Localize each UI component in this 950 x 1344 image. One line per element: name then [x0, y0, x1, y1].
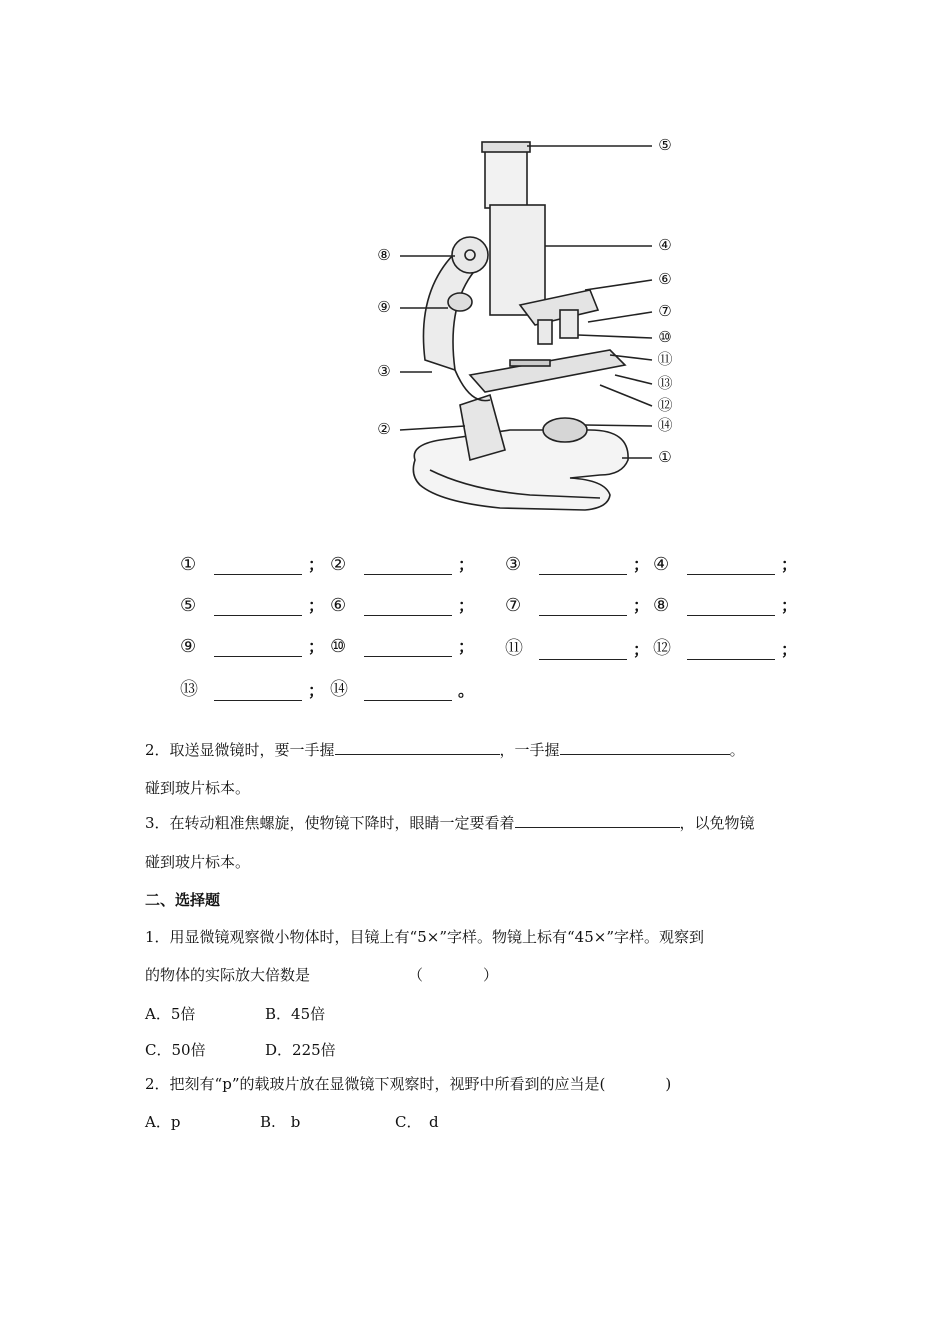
separator: ；	[633, 596, 650, 615]
callout-10: ⑩	[658, 328, 672, 346]
answer-item	[505, 593, 649, 616]
separator: ；	[308, 596, 325, 615]
mc1-line-1: 1．用显微镜观察微小物体时，目镜上有“5×”字样。物镜上标有“45×”字样。观察到	[145, 928, 704, 946]
answer-blank[interactable]	[364, 682, 452, 701]
callout-2: ②	[377, 420, 391, 438]
mc2-option-a[interactable]: A．p	[145, 1113, 181, 1131]
separator: ；	[781, 640, 798, 659]
mc2-option-b[interactable]: B. b	[260, 1113, 301, 1131]
answer-number: ⑥	[330, 595, 347, 616]
answer-item	[330, 675, 474, 701]
answer-row	[180, 634, 800, 675]
separator: ；	[458, 596, 475, 615]
answer-number: ②	[330, 554, 347, 575]
mc1-option-d[interactable]: D．225倍	[265, 1041, 336, 1059]
mc1-line-2	[145, 965, 815, 985]
answer-number: ⑭	[330, 679, 348, 700]
answer-item	[180, 675, 324, 701]
answer-item	[180, 593, 324, 616]
separator: ；	[308, 555, 325, 574]
answer-blank[interactable]	[687, 597, 775, 616]
answer-row	[180, 593, 800, 634]
answer-blank[interactable]	[214, 638, 302, 657]
answer-number: ④	[653, 554, 670, 575]
answer-blank[interactable]	[214, 597, 302, 616]
q2-text-2: ，一手握	[499, 741, 560, 759]
answer-blank[interactable]	[364, 638, 452, 657]
answer-item	[653, 593, 797, 616]
answer-blank[interactable]	[539, 597, 627, 616]
q2-blank-1[interactable]	[335, 740, 500, 755]
mc1-answer-paren[interactable]: （ ）	[408, 966, 499, 984]
answer-blank[interactable]	[214, 556, 302, 575]
mc1-option-a[interactable]: A．5倍	[145, 1005, 196, 1023]
callout-4: ④	[658, 236, 672, 254]
answer-item	[653, 552, 797, 575]
callout-12: ⑫	[657, 396, 673, 414]
answer-item	[505, 634, 649, 660]
answer-number: ⑪	[505, 638, 523, 659]
answer-row	[180, 552, 800, 593]
separator: ；	[633, 555, 650, 574]
mc1-option-b[interactable]: B．45倍	[265, 1005, 326, 1023]
section-title: 二、选择题	[145, 891, 221, 909]
answer-number: ⑧	[653, 595, 670, 616]
q3-blank-1[interactable]	[515, 813, 680, 828]
q3-text-2: ，以免物镜	[679, 814, 755, 832]
microscope-diagram	[360, 130, 690, 525]
separator: ；	[458, 637, 475, 656]
answer-number: ③	[505, 554, 522, 575]
answer-number: ①	[180, 554, 197, 575]
callout-8: ⑧	[377, 246, 391, 264]
callout-1: ①	[658, 448, 672, 466]
callout-13: ⑬	[657, 374, 673, 392]
mc1-text: 的物体的实际放大倍数是	[145, 966, 311, 984]
callout-7: ⑦	[658, 302, 672, 320]
callout-11: ⑪	[657, 350, 673, 368]
separator: ；	[633, 640, 650, 659]
callout-5: ⑤	[658, 136, 672, 154]
answer-blank[interactable]	[687, 641, 775, 660]
label-answer-grid	[180, 552, 800, 716]
answer-item	[653, 634, 797, 660]
question-2	[145, 740, 815, 760]
mc2-option-c[interactable]: C． d	[395, 1113, 439, 1131]
answer-item	[330, 634, 474, 657]
answer-blank[interactable]	[687, 556, 775, 575]
answer-item	[180, 634, 324, 657]
answer-blank[interactable]	[539, 556, 627, 575]
answer-item	[330, 552, 474, 575]
q2-text-1: 2．取送显微镜时，要一手握	[145, 741, 335, 759]
microscope-drawing	[360, 130, 690, 525]
q2-line-2: 碰到玻片标本。	[145, 779, 251, 797]
answer-blank[interactable]	[364, 597, 452, 616]
mc1-option-c[interactable]: C．50倍	[145, 1041, 206, 1059]
q3-line-2: 碰到玻片标本。	[145, 853, 251, 871]
answer-blank[interactable]	[539, 641, 627, 660]
mc2-line-1: 2．把刻有“p”的载玻片放在显微镜下观察时，视野中所看到的应当是( )	[145, 1075, 672, 1093]
answer-number: ⑤	[180, 595, 197, 616]
answer-number: ⑩	[330, 636, 347, 657]
q2-text-3: 。	[729, 741, 745, 759]
answer-blank[interactable]	[364, 556, 452, 575]
callout-14: ⑭	[657, 416, 673, 434]
separator: ；	[458, 555, 475, 574]
answer-item	[330, 593, 474, 616]
answer-number: ⑨	[180, 636, 197, 657]
q2-blank-2[interactable]	[560, 740, 730, 755]
separator: ；	[781, 596, 798, 615]
answer-row	[180, 675, 800, 716]
answer-item	[505, 552, 649, 575]
separator: ；	[308, 681, 325, 700]
answer-number: ⑬	[180, 679, 198, 700]
answer-number: ⑦	[505, 595, 522, 616]
q3-text-1: 3．在转动粗准焦螺旋，使物镜下降时，眼睛一定要看着	[145, 814, 515, 832]
separator: ；	[781, 555, 798, 574]
separator: 。	[458, 681, 475, 700]
answer-blank[interactable]	[214, 682, 302, 701]
answer-number: ⑫	[653, 638, 671, 659]
separator: ；	[308, 637, 325, 656]
callout-3: ③	[377, 362, 391, 380]
callout-6: ⑥	[658, 270, 672, 288]
question-3	[145, 813, 815, 833]
callout-9: ⑨	[377, 298, 391, 316]
answer-item	[180, 552, 324, 575]
